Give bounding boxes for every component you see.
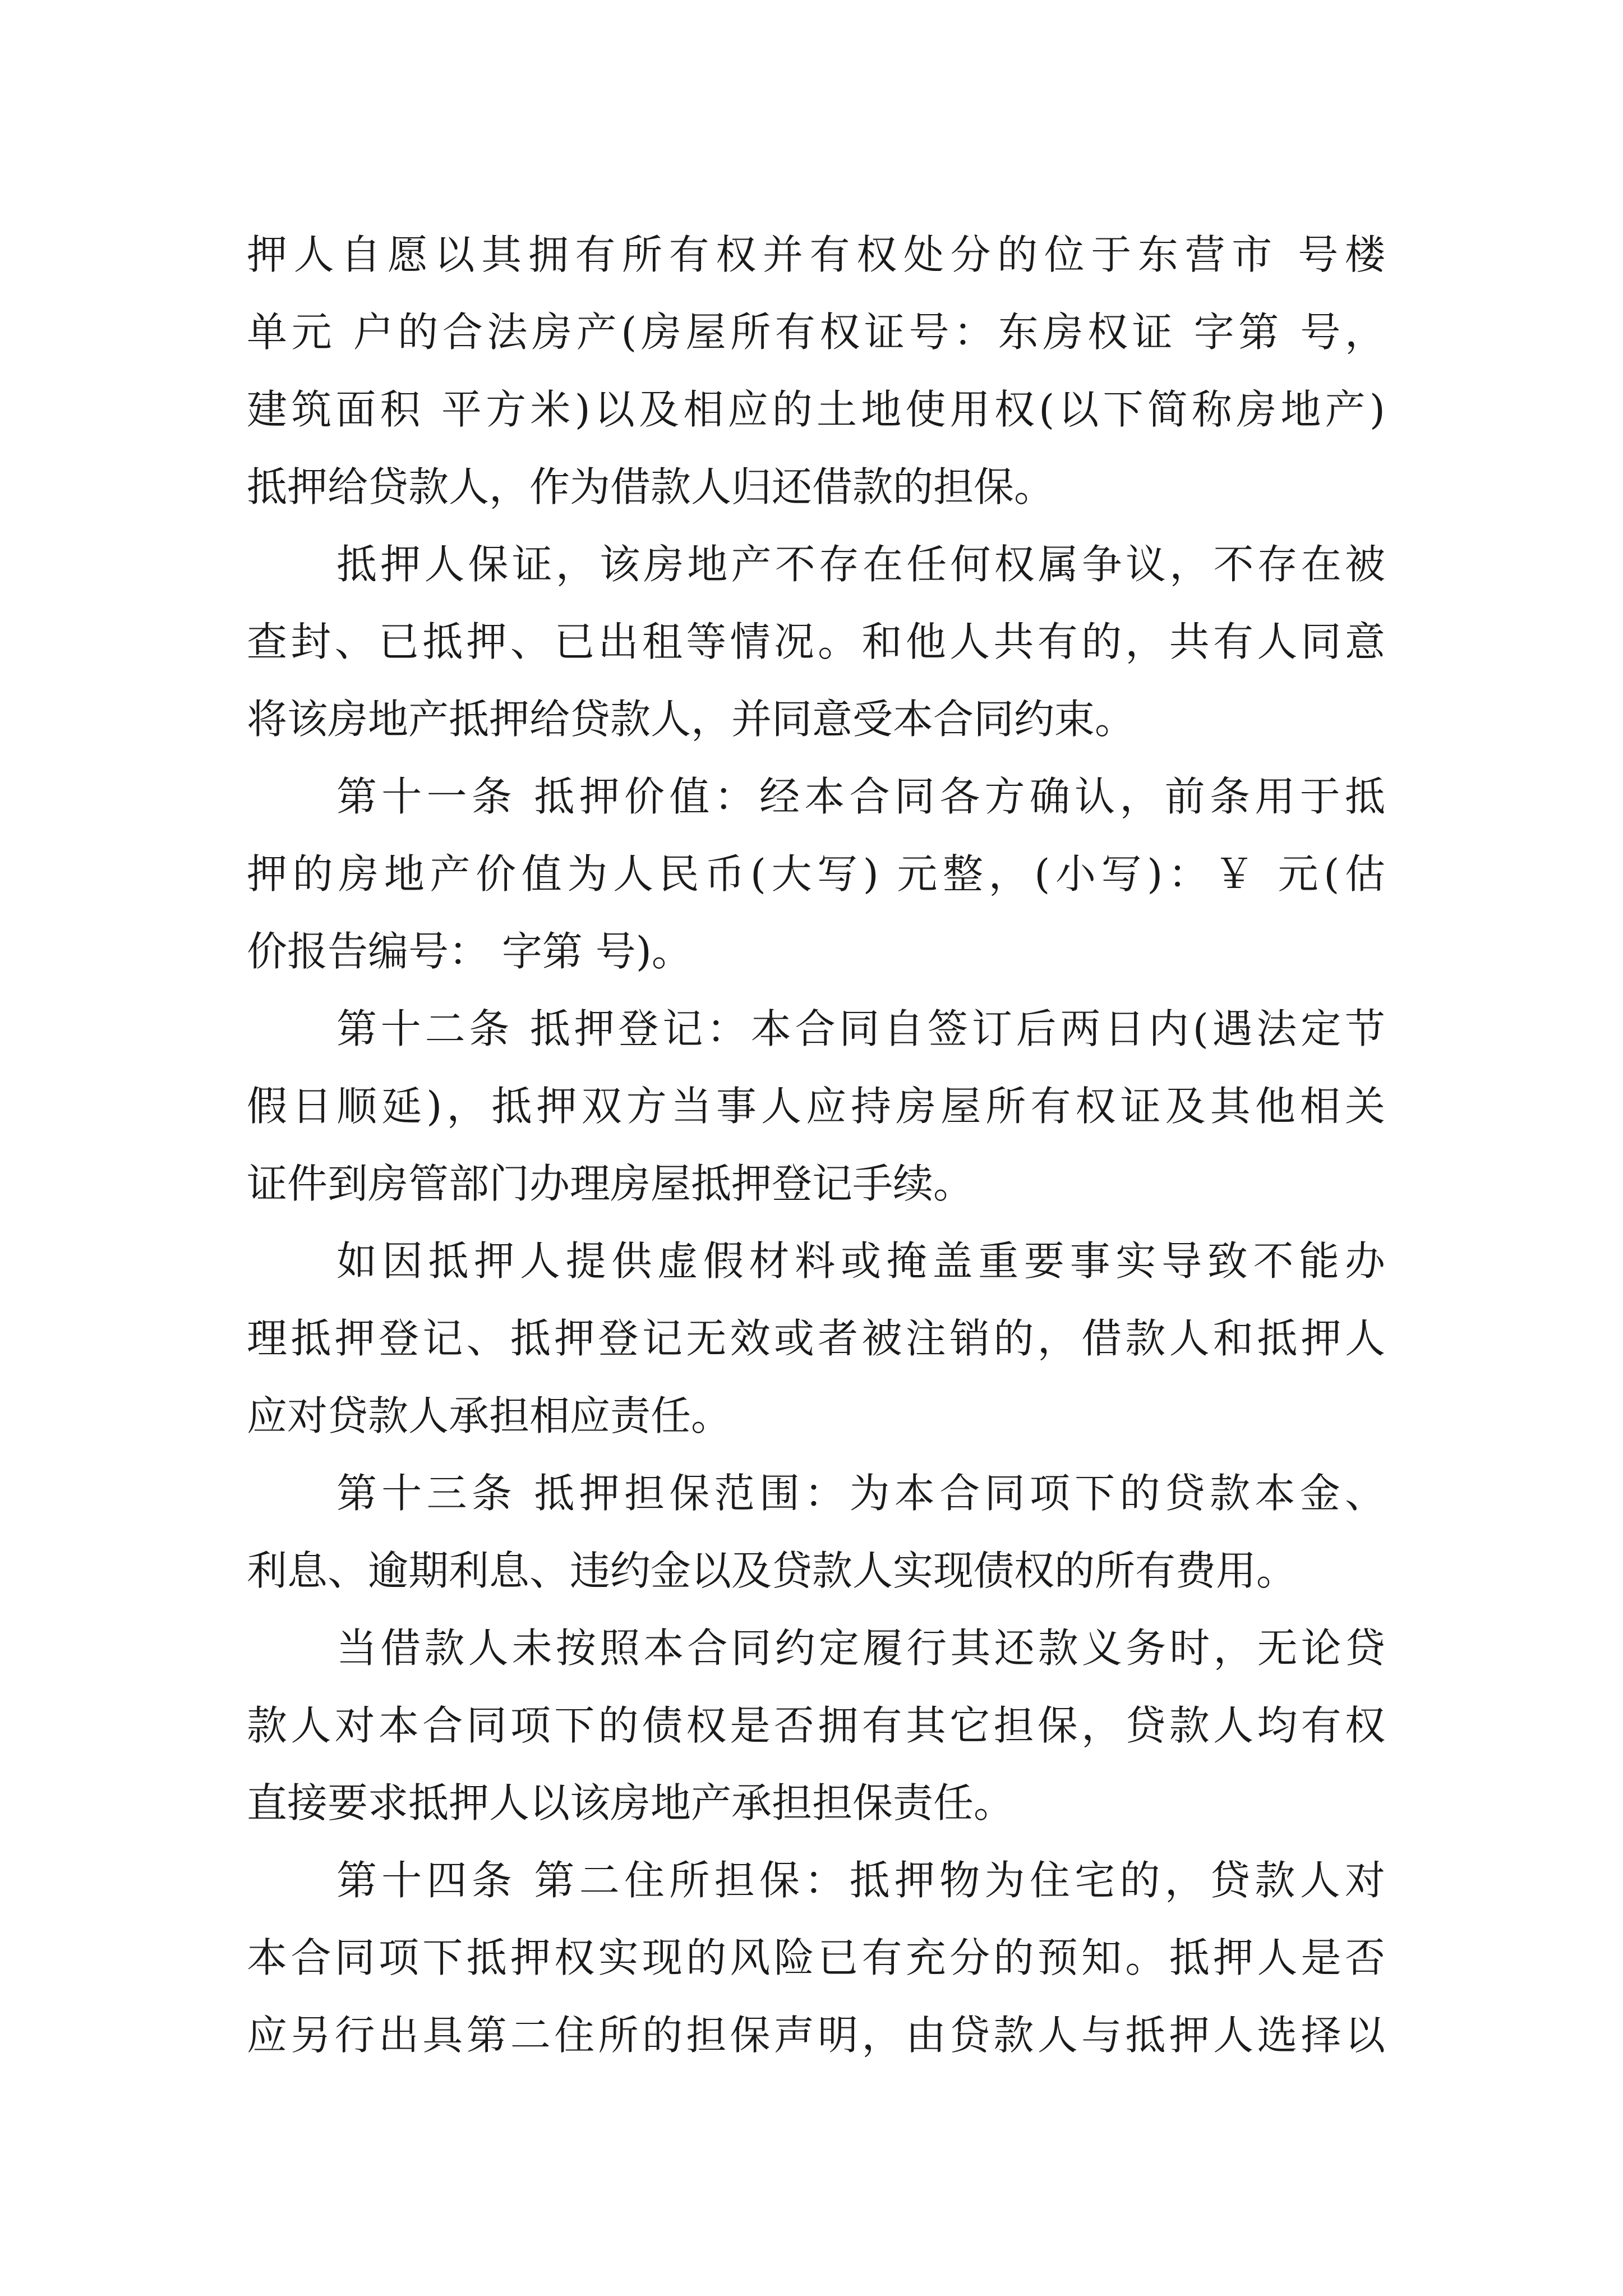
text-line: 价报告编号： 字第 号)。 xyxy=(247,928,692,975)
text-line: 单元 户的合法房产(房屋所有权证号：东房权证 字第 号， xyxy=(247,309,1385,356)
text-line: 押人自愿以其拥有所有权并有权处分的位于东营市 号楼 xyxy=(247,231,1385,278)
text-line: 如因抵押人提供虚假材料或掩盖重要事实导致不能办 xyxy=(336,1237,1385,1285)
text-line: 抵押人保证，该房地产不存在任何权属争议，不存在被 xyxy=(336,541,1385,588)
text-line: 本合同项下抵押权实现的风险已有充分的预知。抵押人是否 xyxy=(247,1934,1385,1981)
text-line: 建筑面积 平方米)以及相应的土地使用权(以下简称房地产) xyxy=(247,386,1385,433)
text-line: 证件到房管部门办理房屋抵押登记手续。 xyxy=(247,1160,974,1207)
text-line: 第十四条 第二住所担保：抵押物为住宅的，贷款人对 xyxy=(336,1857,1385,1904)
text-line: 第十二条 抵押登记：本合同自签订后两日内(遇法定节 xyxy=(336,1005,1385,1052)
text-line: 理抵押登记、抵押登记无效或者被注销的，借款人和抵押人 xyxy=(247,1315,1385,1362)
text-line: 第十一条 抵押价值：经本合同各方确认，前条用于抵 xyxy=(336,773,1385,820)
text-line: 查封、已抵押、已出租等情况。和他人共有的，共有人同意 xyxy=(247,618,1385,665)
text-line: 应对贷款人承担相应责任。 xyxy=(247,1392,732,1439)
text-line: 利息、逾期利息、违约金以及贷款人实现债权的所有费用。 xyxy=(247,1547,1297,1594)
contract-body-text xyxy=(247,216,1385,2074)
text-line: 款人对本合同项下的债权是否拥有其它担保，贷款人均有权 xyxy=(247,1702,1385,1749)
text-line: 押的房地产价值为人民币(大写) 元整，(小写)：￥ 元(估 xyxy=(247,850,1385,898)
text-line: 假日顺延)，抵押双方当事人应持房屋所有权证及其他相关 xyxy=(247,1083,1385,1130)
text-line: 将该房地产抵押给贷款人，并同意受本合同约束。 xyxy=(247,696,1136,743)
text-line: 直接要求抵押人以该房地产承担担保责任。 xyxy=(247,1779,1015,1826)
text-line: 当借款人未按照本合同约定履行其还款义务时，无论贷 xyxy=(336,1625,1385,1672)
text-line: 抵押给贷款人，作为借款人归还借款的担保。 xyxy=(247,463,1055,510)
text-line: 第十三条 抵押担保范围：为本合同项下的贷款本金、 xyxy=(336,1470,1385,1517)
text-line: 应另行出具第二住所的担保声明，由贷款人与抵押人选择以 xyxy=(247,2012,1385,2059)
